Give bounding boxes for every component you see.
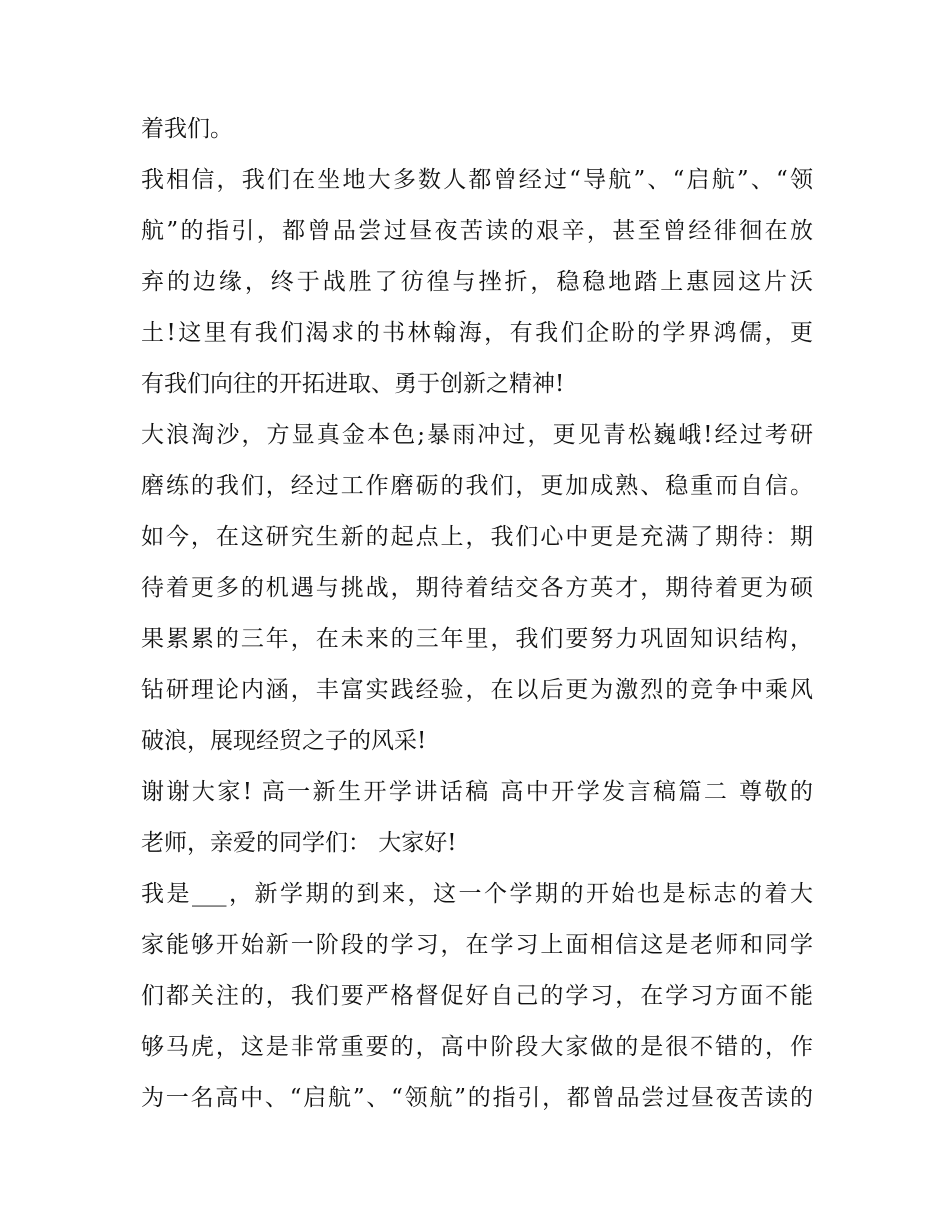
text-line: 钻研理论内涵，丰富实践经验，在以后更为激烈的竞争中乘风 [141,677,813,703]
text-line: 如今，在这研究生新的起点上，我们心中更是充满了期待：期 [141,524,813,550]
text-line: 弃的边缘，终于战胜了彷徨与挫折，稳稳地踏上惠园这片沃 [141,269,813,295]
text-line: 家能够开始新一阶段的学习，在学习上面相信这是老师和同学 [141,932,813,958]
text-line: 老师，亲爱的同学们： 大家好! [141,830,457,856]
text-line: 航”的指引，都曾品尝过昼夜苦读的艰辛，甚至曾经徘徊在放 [141,218,813,244]
text-line: 果累累的三年，在未来的三年里，我们要努力巩固知识结构， [141,626,813,652]
text-line: 土!这里有我们渴求的书林翰海，有我们企盼的学界鸿儒，更 [141,320,813,346]
text-line: 待着更多的机遇与挑战，期待着结交各方英才，期待着更为硕 [141,575,813,601]
body-text [141,104,813,1124]
text-line: 破浪，展现经贸之子的风采! [141,728,427,754]
text-line: 有我们向往的开拓进取、勇于创新之精神! [141,371,565,397]
text-line: 我是___，新学期的到来，这一个学期的开始也是标志的着大 [141,881,813,907]
text-line: 谢谢大家! 高一新生开学讲话稿 高中开学发言稿篇二 尊敬的 [141,779,813,805]
text-line: 我相信，我们在坐地大多数人都曾经过“导航”、“启航”、“领 [141,167,813,193]
text-line: 磨练的我们，经过工作磨砺的我们，更加成熟、稳重而自信。 [141,473,813,499]
text-line: 着我们。 [141,116,233,142]
text-line: 为一名高中、“启航”、“领航”的指引，都曾品尝过昼夜苦读的 [141,1085,813,1111]
text-line: 们都关注的，我们要严格督促好自己的学习，在学习方面不能 [141,983,813,1009]
text-line: 够马虎，这是非常重要的，高中阶段大家做的是很不错的，作 [141,1034,813,1060]
text-line: 大浪淘沙，方显真金本色;暴雨冲过，更见青松巍峨!经过考研 [141,422,813,448]
